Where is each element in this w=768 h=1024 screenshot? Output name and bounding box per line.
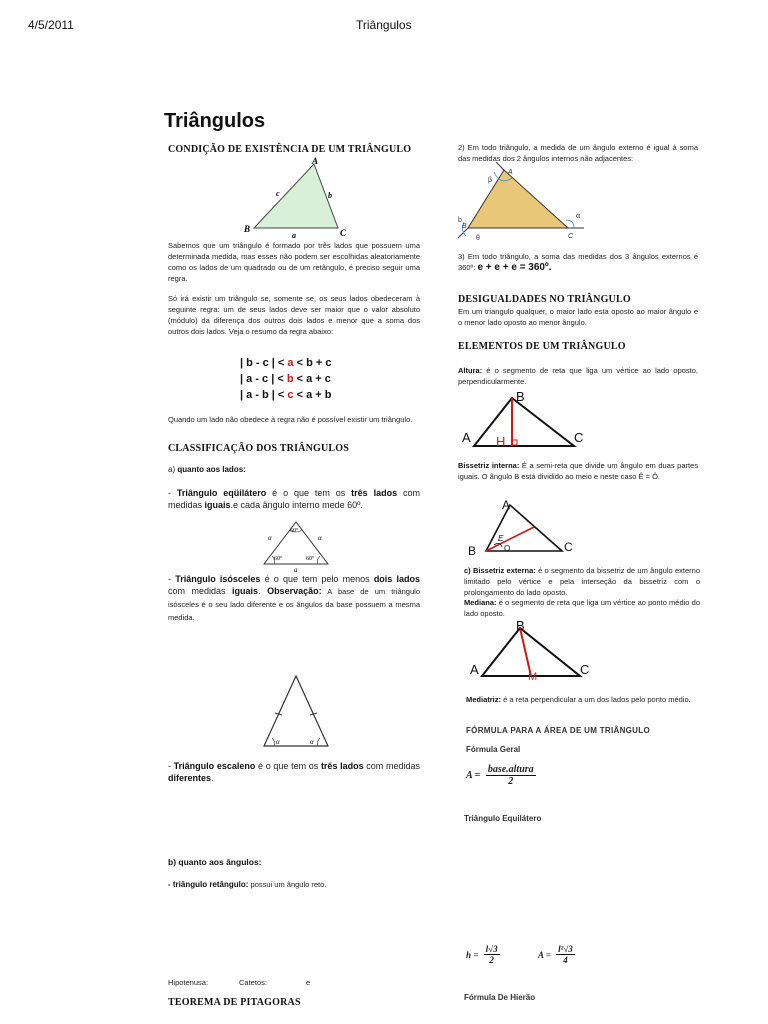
label-B: B	[516, 389, 525, 404]
angle-right: 60º	[306, 556, 314, 562]
label-C: C	[340, 228, 347, 238]
heading-elementos: ELEMENTOS DE UM TRIÂNGULO	[458, 341, 626, 352]
rule-list	[240, 355, 331, 403]
subheading-lados: a) quanto aos lados:	[168, 465, 246, 474]
label-theta: θ	[476, 235, 480, 242]
paragraph-retangulo: - triângulo retângulo: possui um ângulo reto.	[168, 880, 327, 889]
paragraph-bissetriz-externa: c) Bissetriz externa: é o segmento da bissetriz de um ângulo externo limitado pelo vértice e pela interseção da bissetriz com o prolongamento do lado oposto.	[464, 566, 701, 597]
label-hipotenusa: Hipotenusa:	[168, 978, 209, 987]
page-title: Triângulos	[164, 110, 266, 132]
label-formula-heron: Fórmula De Hierão	[464, 993, 536, 1002]
paragraph-angulo-externo: 2) Em todo triângulo, a medida de um ângulo externo é igual à soma das medidas dos 2 ângulos internos não adjacentes:	[458, 143, 698, 163]
formula-area-equilatero: A = $\frac{\text{l²√3}}{4}$	[538, 944, 573, 965]
figure-external-angle	[456, 164, 586, 244]
angle-left: 60º	[274, 556, 282, 562]
angle-right: α	[310, 738, 314, 746]
paragraph-isosceles: - Triângulo isósceles é o que tem pelo menos dois lados com medidas iguais. Observação: A base de um triângulo isósceles é o seu lado diferente e os ângulos da base possuem a mesma medida.	[168, 574, 421, 622]
paragraph-mediatriz: Mediatriz: é a reta perpendicular a um dos lados pelo ponto médio.	[466, 695, 691, 704]
label-alpha: α	[576, 213, 581, 220]
formula-area-geral: A = base.altura 2	[466, 764, 534, 787]
label-A: A	[462, 430, 471, 445]
paragraph-bissetriz: Bissetriz interna: É a semi-reta que divide um ângulo em duas partes iguais. O ângulo B está dividido ao meio e neste caso Ê = Ô.	[458, 461, 698, 481]
heading-existencia: CONDIÇÃO DE EXISTÊNCIA DE UM TRIÂNGULO	[168, 144, 412, 155]
label-C: C	[580, 662, 590, 677]
heading-classificacao: CLASSIFICAÇÃO DOS TRIÂNGULOS	[168, 443, 350, 454]
label-C: C	[564, 540, 573, 554]
label-B: B	[468, 544, 477, 558]
figure-bissetriz	[464, 493, 584, 559]
formula-altura-equilatero: h = $\frac{l√3}{2}$	[466, 944, 498, 965]
label-M: M	[528, 671, 538, 683]
label-b: b	[458, 217, 462, 224]
rule-row: | a - b | < c < a + b	[240, 389, 332, 401]
paragraph-existencia-3: Quando um lado não obedece à regra não é possível existir um triângulo.	[168, 415, 413, 424]
label-e: e	[306, 978, 311, 987]
label-B: B	[516, 618, 525, 633]
paragraph-soma-externos: 3) Em todo triângulo, a soma das medidas dos 3 ângulos externos é 360º: e + e + e = 360º.	[458, 252, 698, 273]
label-O: O	[504, 544, 511, 553]
label-A: A	[312, 156, 319, 166]
label-formula-geral: Fórmula Geral	[466, 745, 521, 754]
label-C: C	[574, 430, 584, 445]
figure-isosceles	[258, 672, 334, 752]
paragraph-desigualdades: Em um triangulo qualquer, o maior lado esta oposto ao maior ângulo e o menor lado oposto ao menor ângulo.	[458, 307, 698, 327]
figure-equilateral	[256, 518, 336, 572]
side-base-label: a	[294, 566, 298, 574]
side-right-label: α	[318, 534, 322, 542]
rule-row: | a - c | < b < a + c	[240, 373, 331, 385]
angle-top: 60º	[290, 528, 298, 534]
figure-triangle-abc	[240, 156, 360, 240]
label-B: B	[462, 223, 467, 230]
label-C: C	[568, 233, 574, 240]
figure-altura	[460, 390, 592, 452]
label-b: b	[328, 191, 332, 200]
side-left-label: α	[268, 534, 272, 542]
label-E: E	[498, 534, 504, 543]
angle-left: α	[276, 738, 280, 746]
label-triangulo-equilatero: Triângulo Equilátero	[464, 814, 542, 823]
print-title: Triângulos	[356, 18, 412, 32]
subheading-angulos: b) quanto aos ângulos:	[168, 857, 262, 867]
label-A: A	[470, 662, 479, 677]
paragraph-existencia-2: Só irá existir um triângulo se, somente se, os seus lados obedeceram à seguinte regra: um de seus lados deve ser maior que o valor absoluto (módulo) da diferença dos outros dois lados e menor que a soma dos outros dois lados. Veja o resumo da regra abaixo:	[168, 294, 420, 336]
label-a: a	[292, 231, 296, 240]
rule-row: | b - c | < a < b + c	[240, 357, 332, 369]
paragraph-mediana: Mediana: é o segmento de reta que liga um vértice ao ponto médio do lado oposto.	[464, 598, 700, 618]
heading-pitagoras: TEOREMA DE PITAGORAS	[168, 997, 301, 1008]
paragraph-existencia-1: Sabemos que um triângulo é formado por três lados que possuem uma determinada medida, mas esses não podem ser escolhidas aleatoriamente como os lados de um quadrado ou de um retângulo, é preciso seguir uma regra.	[168, 241, 420, 283]
label-A: A	[502, 498, 511, 512]
label-catetos: Catetos:	[239, 978, 267, 987]
paragraph-altura: Altura: é o segmento de reta que liga um vértice ao lado oposto, perpendicularmente.	[458, 366, 698, 386]
print-date: 4/5/2011	[28, 18, 74, 32]
heading-area: FÓRMULA PARA A ÁREA DE UM TRIÂNGULO	[466, 726, 650, 735]
label-B: B	[244, 224, 251, 234]
paragraph-escaleno: - Triângulo escaleno é o que tem os três lados com medidas diferentes.	[168, 761, 420, 783]
label-A: A	[508, 169, 513, 176]
label-H: H	[496, 434, 506, 449]
paragraph-equilatero: - Triângulo eqüilátero é o que tem os três lados com medidas iguais.e cada ângulo interno mede 60º.	[168, 488, 420, 510]
figure-mediana	[466, 620, 596, 684]
label-beta: β	[488, 177, 493, 184]
label-c: c	[276, 189, 280, 198]
heading-desigualdades: DESIGUALDADES NO TRIÂNGULO	[458, 294, 631, 305]
